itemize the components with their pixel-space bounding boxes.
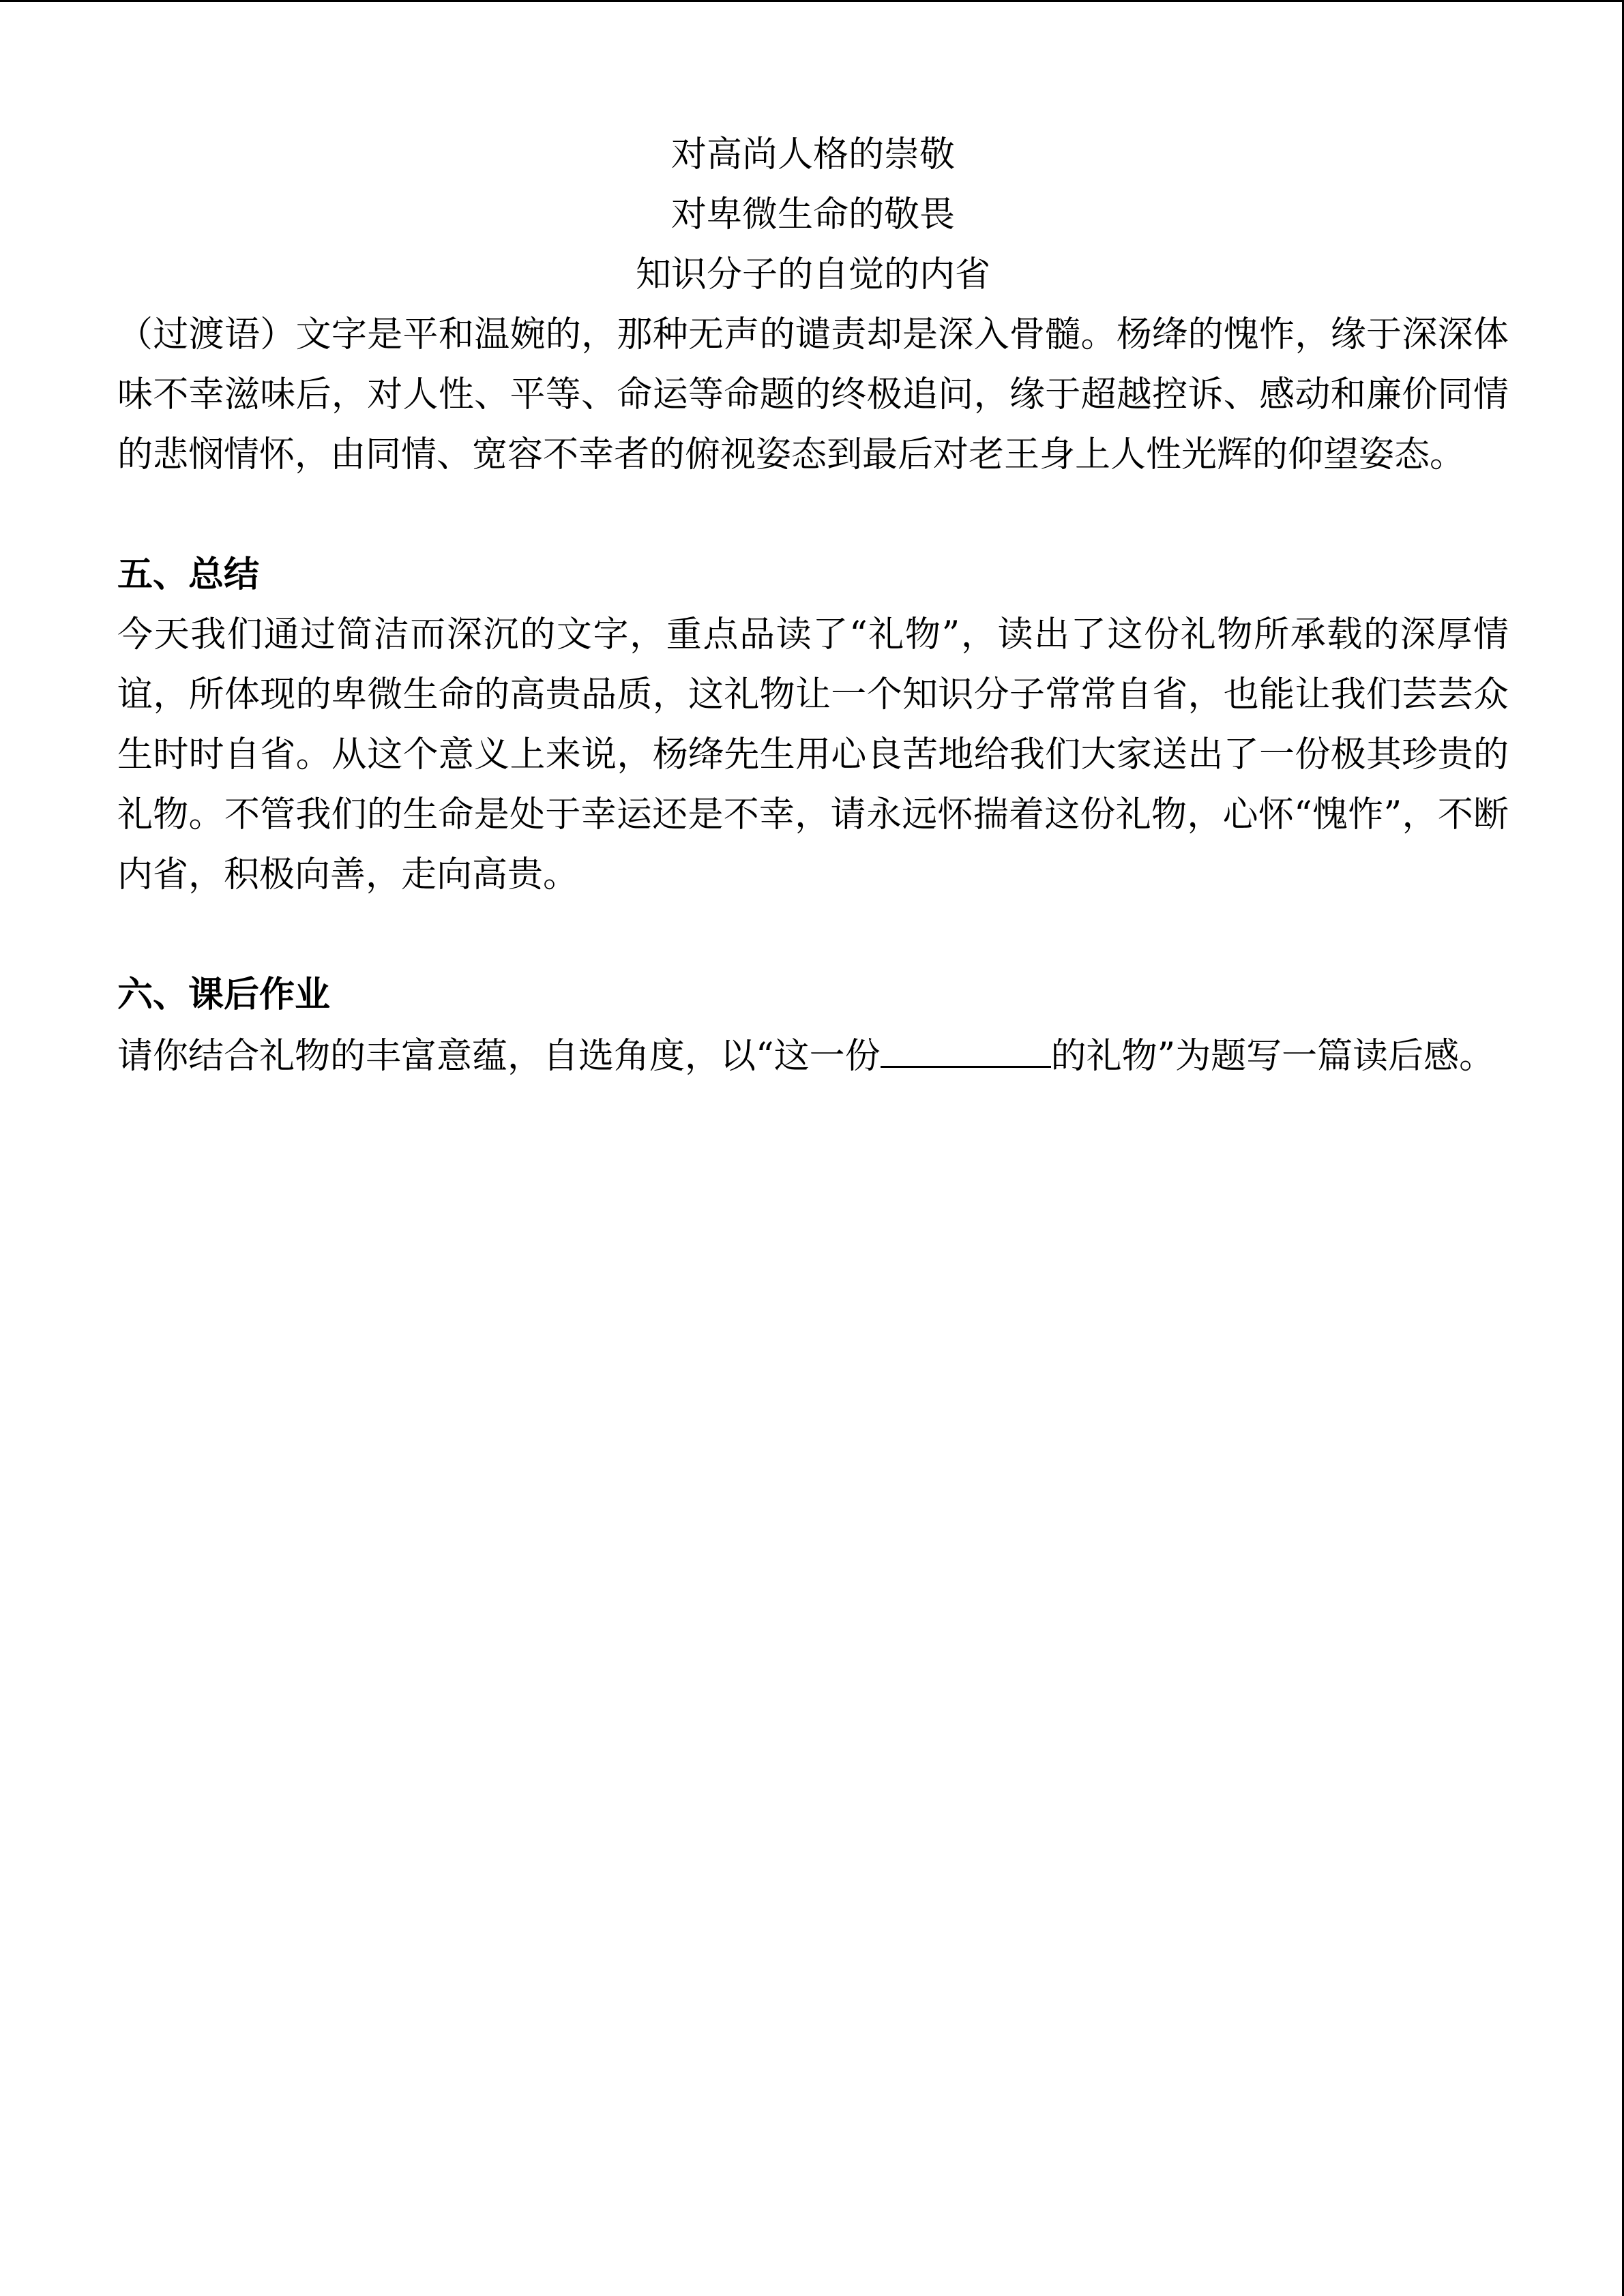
section-5-heading: 五、总结	[117, 554, 260, 595]
homework-text-after-blank: 的礼物”为题写一篇读后感。	[1050, 1036, 1495, 1077]
document-content	[117, 125, 1509, 1086]
transition-paragraph: （过渡语）文字是平和温婉的，那种无声的谴责却是深入骨髓。杨绛的愧怍，缘于深深体味不幸滋味后，对人性、平等、命运等命题的终极追问，缘于超越控诉、感动和廉价同情的悲悯情怀，由同情、宽容不幸者的俯视姿态到最后对老王身上人性光辉的仰望姿态。	[117, 314, 1509, 475]
fill-in-blank-line	[881, 1025, 1051, 1068]
center-line-1: 对高尚人格的崇敬	[670, 134, 955, 175]
spacer	[117, 485, 1509, 545]
center-line-3: 知识分子的自觉的内省	[635, 254, 990, 295]
center-line-2: 对卑微生命的敬畏	[670, 194, 955, 235]
section-5-paragraph: 今天我们通过简洁而深沉的文字，重点品读了“礼物”，读出了这份礼物所承载的深厚情谊，所体现的卑微生命的高贵品质，这礼物让一个知识分子常常自省，也能让我们芸芸众生时时自省。从这个意义上来说，杨绛先生用心良苦地给我们大家送出了一份极其珍贵的礼物。不管我们的生命是处于幸运还是不幸，请永远怀揣着这份礼物，心怀“愧怍”，不断内省，积极向善，走向高贵。	[117, 614, 1509, 895]
spacer	[117, 905, 1509, 965]
homework-text-before-blank: 请你结合礼物的丰富意蕴，自选角度，以“这一份	[117, 1036, 881, 1077]
section-6-heading: 六、课后作业	[117, 974, 331, 1015]
section-6-paragraph	[117, 1025, 1509, 1086]
